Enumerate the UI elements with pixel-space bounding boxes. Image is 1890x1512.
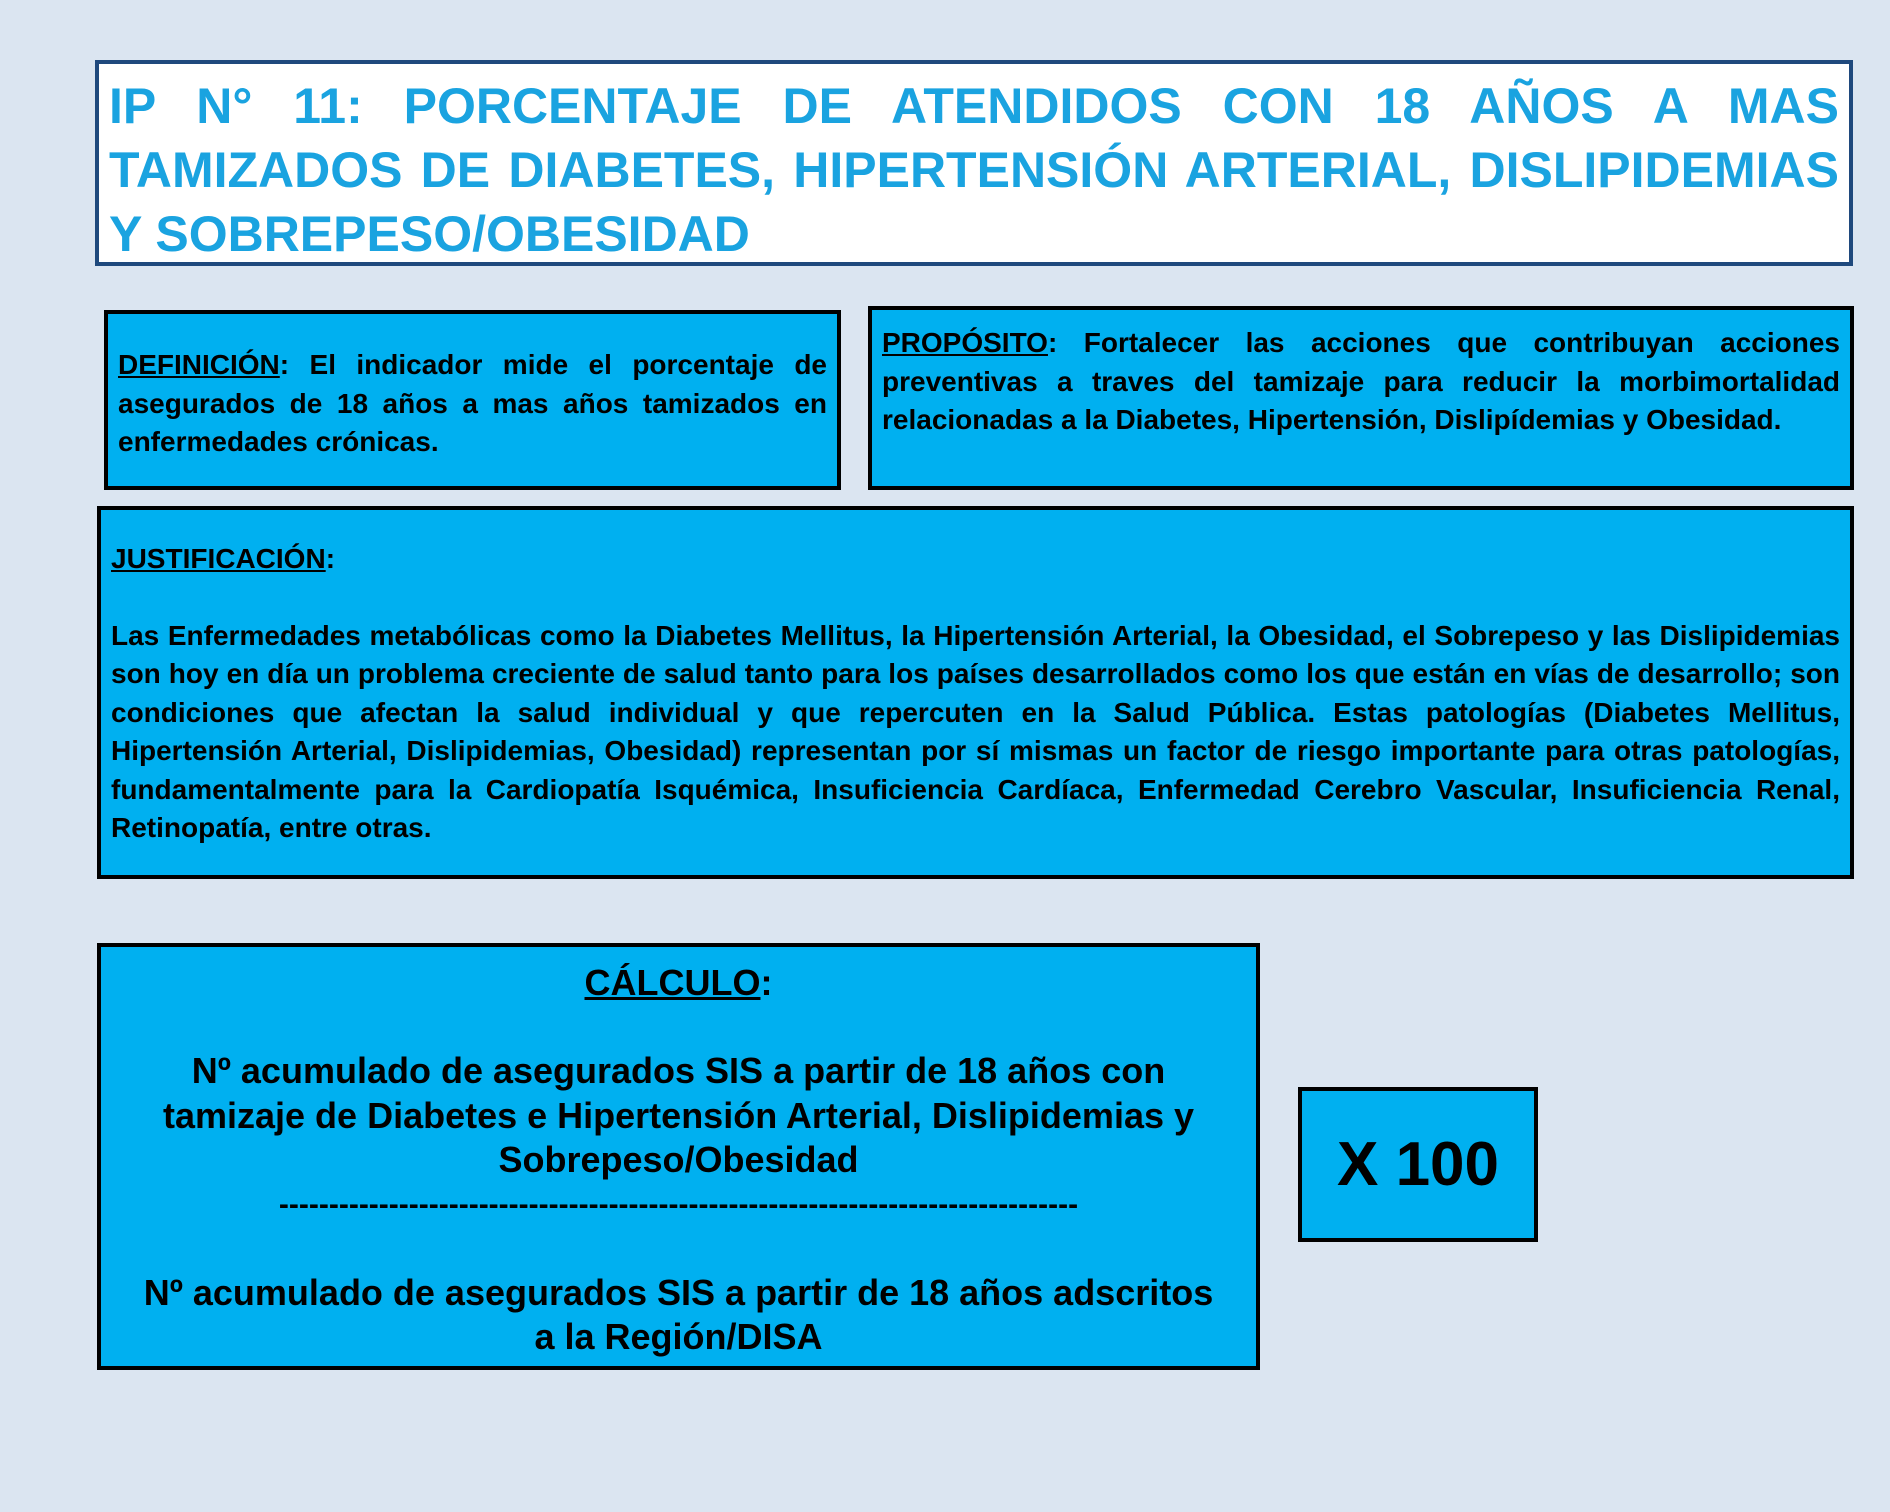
calculo-numerador-line-2: tamizaje de Diabetes e Hipertensión Arterial, Dislipidemias y — [162, 1094, 1195, 1136]
justificacion-colon: : — [325, 543, 336, 574]
justificacion-text: Las Enfermedades metabólicas como la Diabetes Mellitus, la Hipertensión Arterial, la Obesidad, el Sobrepeso y las Dislipidemias son hoy en día un problema creciente de salud tanto para los países desarrollados como los que están en vías de desarrollo; son condiciones que afectan la salud individual y que repercuten en la Salud Pública. Estas patologías (Diabetes Mellitus, Hipertensión Arterial, Dislipidemias, Obesidad) representan por sí mismas un factor de riesgo importante para otras patologías, fundamentalmente para la Cardiopatía Isquémica, Insuficiencia Cardíaca, Enfermedad Cerebro Vascular, Insuficiencia Renal, Retinopatía, entre otras. — [111, 619, 1840, 843]
calculo-numerador-line-1: Nº acumulado de asegurados SIS a partir de 18 años con — [191, 1050, 1166, 1091]
definicion-text: El indicador mide el porcentaje de asegurados de 18 años a mas años tamizados en enfermedades crónicas. — [118, 349, 827, 457]
proposito-text: Fortalecer las acciones que contribuyan acciones preventivas a traves del tamizaje para reducir la morbimortalidad relacionadas a la Diabetes, Hipertensión, Dislipídemias y Obesidad. — [882, 327, 1840, 435]
definicion-colon: : — [279, 349, 290, 380]
calculo-divisor: -------------------------------------------------------------------------------- — [278, 1187, 1079, 1221]
calculo-label: CÁLCULO — [584, 962, 761, 1003]
definicion-label: DEFINICIÓN — [118, 349, 280, 380]
calculo-box — [97, 943, 1260, 1370]
multiplicador-text: X 100 — [1336, 1130, 1500, 1199]
proposito-box — [868, 306, 1854, 490]
calculo-denominador-line-2: a la Región/DISA — [534, 1316, 823, 1357]
proposito-colon: : — [1047, 327, 1058, 358]
proposito-label: PROPÓSITO — [882, 327, 1048, 358]
calculo-denominador-line-1: Nº acumulado de asegurados SIS a partir de 18 años adscritos — [143, 1271, 1214, 1313]
justificacion-label: JUSTIFICACIÓN — [111, 543, 326, 574]
title-box — [95, 60, 1853, 266]
proposito-paragraph — [882, 324, 1840, 440]
indicator-title: IP N° 11: PORCENTAJE DE ATENDIDOS CON 18 AÑOS A MAS TAMIZADOS DE DIABETES, HIPERTENSIÓN ARTERIAL, DISLIPIDEMIAS Y SOBREPESO/OBESIDAD — [109, 78, 1839, 262]
calculo-heading — [111, 961, 1246, 1005]
calculo-colon: : — [760, 962, 773, 1003]
calculo-numerador-line-3: Sobrepeso/Obesidad — [498, 1139, 859, 1180]
justificacion-heading — [111, 540, 1840, 579]
multiplicador-box — [1298, 1087, 1538, 1242]
definicion-paragraph — [118, 346, 827, 462]
justificacion-box — [97, 506, 1854, 879]
definicion-box — [104, 310, 841, 490]
justificacion-spacer — [111, 579, 1840, 617]
